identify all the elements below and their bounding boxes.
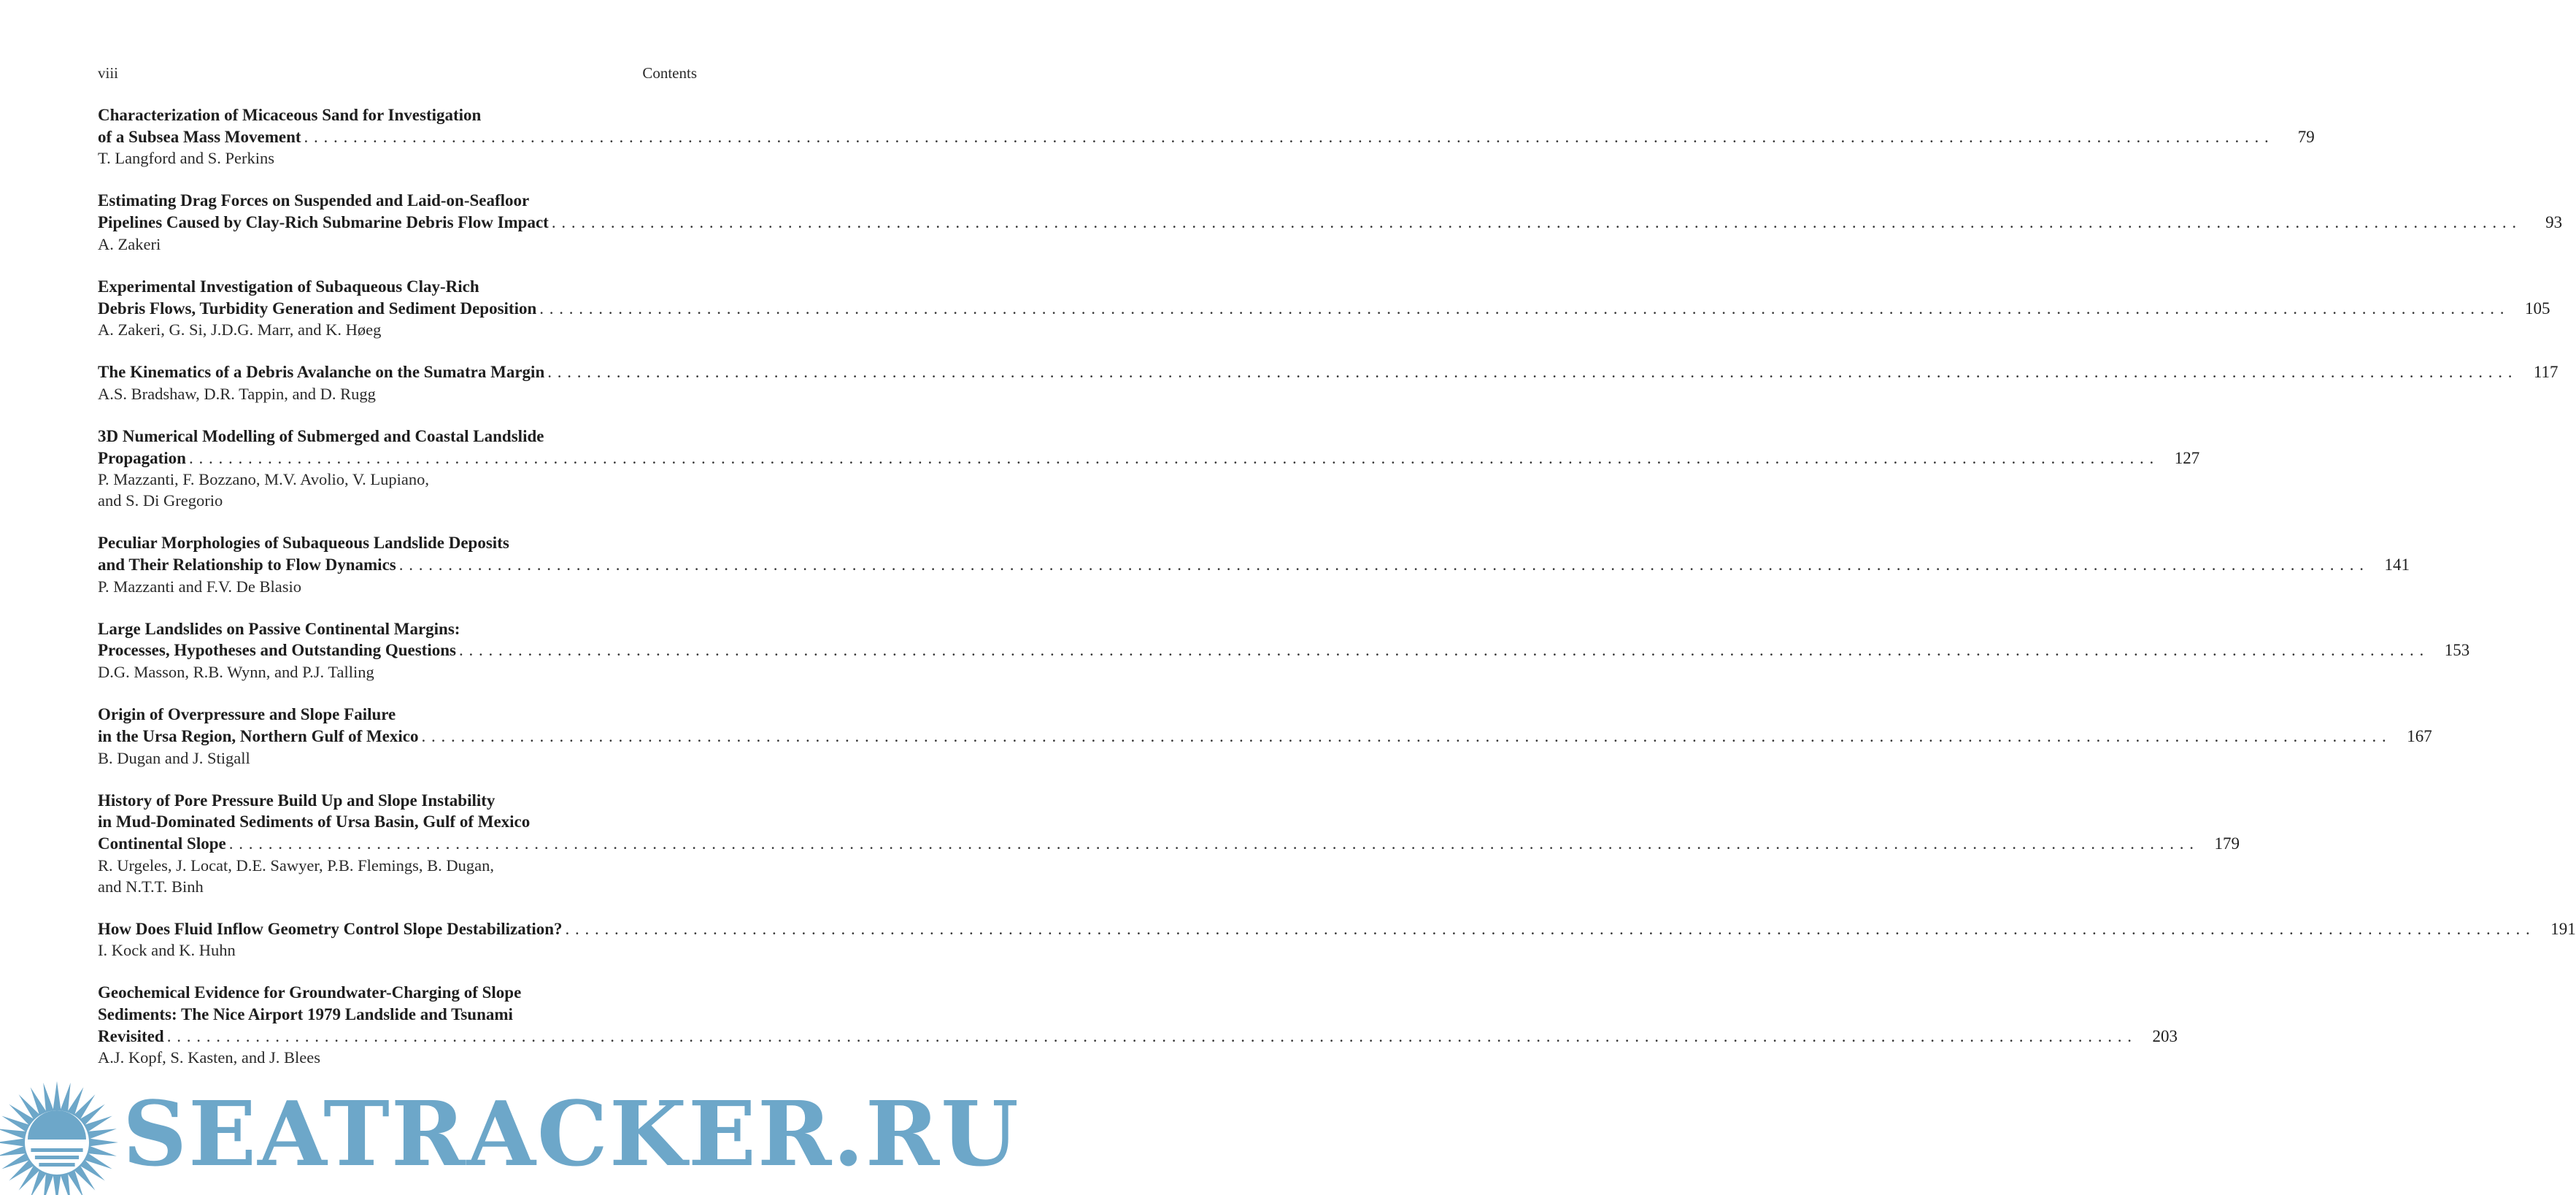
entry-title-text: How Does Fluid Inflow Geometry Control Slope Destabilization? [98,919,563,938]
toc-entry[interactable] [98,276,2550,340]
entry-title-text: and Their Relationship to Flow Dynamics [98,556,396,575]
entry-title-last-line [98,126,2315,148]
entry-page-number: 127 [2174,448,2200,467]
entry-title-last-line [98,212,2563,234]
entry-authors: A.J. Kopf, S. Kasten, and J. Blees [98,1048,320,1067]
entry-title-last-line [98,554,2410,576]
entry-authors: T. Langford and S. Perkins [98,149,275,168]
entry-page-number: 117 [2533,363,2558,382]
dot-leader: . . . . . . . . . . . . . . . . . . . . . . . . . . . . . . . . . . . . . . . . . . . . . . . . . . . . . . . . . . . . . . . . . . . . . . . . . . . . . . . . . . . . . . . . . . . . . . . . . . . . . . . . . . . . . . . . . . . . . . . . . . . . . . . . . . . . . . . . . . . . . . . . . . . . . . . . . . . . . . . . . . . . . . . . . . . . . . . . . . . . . . . . . . . . . . . . . . . . . . . . [458,641,2425,660]
entry-title-last-line [98,361,2558,383]
entry-title-last-line [98,1026,2178,1048]
entry-page-number: 141 [2384,556,2410,575]
entry-title-last-line [98,639,2470,661]
entry-page-number: 105 [2525,299,2550,318]
section-title: Contents [642,64,697,82]
entry-title-line: Geochemical Evidence for Groundwater-Charging of Slope [98,983,522,1002]
entry-title-text: Propagation [98,448,186,467]
toc-entry[interactable] [98,190,2563,254]
entry-page-number: 179 [2214,834,2240,853]
toc-entry[interactable] [98,104,2315,169]
entry-title-last-line [98,298,2550,320]
dot-leader: . . . . . . . . . . . . . . . . . . . . . . . . . . . . . . . . . . . . . . . . . . . . . . . . . . . . . . . . . . . . . . . . . . . . . . . . . . . . . . . . . . . . . . . . . . . . . . . . . . . . . . . . . . . . . . . . . . . . . . . . . . . . . . . . . . . . . . . . . . . . . . . . . . . . . . . . . . . . . . . . . . . . . . . . . . . . . . . . . . . . . . . . . . . . . . . . . . . . . . . . [539,299,2505,318]
entry-title-text: Processes, Hypotheses and Outstanding Questions [98,641,456,660]
entry-page-number: 79 [2297,127,2315,146]
entry-title-last-line [98,726,2432,748]
entry-authors: P. Mazzanti, F. Bozzano, M.V. Avolio, V. Lupiano, [98,470,430,489]
entry-title-text: The Kinematics of a Debris Avalanche on the Sumatra Margin [98,363,545,382]
toc-entry[interactable] [98,982,2178,1068]
toc-entry[interactable] [98,618,2470,683]
entry-title-line: 3D Numerical Modelling of Submerged and Coastal Landslide [98,426,544,445]
dot-leader: . . . . . . . . . . . . . . . . . . . . . . . . . . . . . . . . . . . . . . . . . . . . . . . . . . . . . . . . . . . . . . . . . . . . . . . . . . . . . . . . . . . . . . . . . . . . . . . . . . . . . . . . . . . . . . . . . . . . . . . . . . . . . . . . . . . . . . . . . . . . . . . . . . . . . . . . . . . . . . . . . . . . . . . . . . . . . . . . . . . . . . . . . . . . . . . . . . . . . . . . [551,213,2518,232]
entry-title-text: Pipelines Caused by Clay-Rich Submarine Debris Flow Impact [98,213,549,232]
running-head [98,64,697,82]
toc-entry[interactable] [98,361,2558,404]
entry-title-text: Continental Slope [98,834,226,853]
dot-leader: . . . . . . . . . . . . . . . . . . . . . . . . . . . . . . . . . . . . . . . . . . . . . . . . . . . . . . . . . . . . . . . . . . . . . . . . . . . . . . . . . . . . . . . . . . . . . . . . . . . . . . . . . . . . . . . . . . . . . . . . . . . . . . . . . . . . . . . . . . . . . . . . . . . . . . . . . . . . . . . . . . . . . . . . . . . . . . . . . . . . . . . . . . . . . . . . . . . . . . . . [188,448,2155,467]
entry-title-line: Experimental Investigation of Subaqueous Clay-Rich [98,277,479,296]
entry-authors: A. Zakeri [98,234,161,253]
toc-entry[interactable] [98,790,2240,897]
dot-leader: . . . . . . . . . . . . . . . . . . . . . . . . . . . . . . . . . . . . . . . . . . . . . . . . . . . . . . . . . . . . . . . . . . . . . . . . . . . . . . . . . . . . . . . . . . . . . . . . . . . . . . . . . . . . . . . . . . . . . . . . . . . . . . . . . . . . . . . . . . . . . . . . . . . . . . . . . . . . . . . . . . . . . . . . . . . . . . . . . . . . . . . . . . . . . . . . . . . . . . . . [565,919,2531,938]
dot-leader: . . . . . . . . . . . . . . . . . . . . . . . . . . . . . . . . . . . . . . . . . . . . . . . . . . . . . . . . . . . . . . . . . . . . . . . . . . . . . . . . . . . . . . . . . . . . . . . . . . . . . . . . . . . . . . . . . . . . . . . . . . . . . . . . . . . . . . . . . . . . . . . . . . . . . . . . . . . . . . . . . . . . . . . . . . . . . . . . . . . . . . . . . . . . . . . . . . . . . . . . [547,363,2513,382]
entry-title-line: Estimating Drag Forces on Suspended and Laid-on-Seafloor [98,191,530,210]
entry-title-text: Debris Flows, Turbidity Generation and Sediment Deposition [98,299,537,318]
entry-authors: R. Urgeles, J. Locat, D.E. Sawyer, P.B. Flemings, B. Dugan, [98,856,495,875]
entry-authors: I. Kock and K. Huhn [98,941,236,960]
entry-title-last-line [98,918,2576,940]
toc-entry[interactable] [98,426,2200,511]
page-number: viii [98,64,119,82]
entry-authors: A.S. Bradshaw, D.R. Tappin, and D. Rugg [98,384,376,403]
entry-page-number: 153 [2444,641,2470,660]
watermark-text: SEATRACKER.RU [123,1081,1020,1186]
entry-authors: and N.T.T. Binh [98,877,204,896]
entry-authors: P. Mazzanti and F.V. De Blasio [98,577,302,596]
dot-leader: . . . . . . . . . . . . . . . . . . . . . . . . . . . . . . . . . . . . . . . . . . . . . . . . . . . . . . . . . . . . . . . . . . . . . . . . . . . . . . . . . . . . . . . . . . . . . . . . . . . . . . . . . . . . . . . . . . . . . . . . . . . . . . . . . . . . . . . . . . . . . . . . . . . . . . . . . . . . . . . . . . . . . . . . . . . . . . . . . . . . . . . . . . . . . . . . . . . . . . . . [166,1026,2132,1045]
toc-entry[interactable] [98,704,2432,768]
dot-leader: . . . . . . . . . . . . . . . . . . . . . . . . . . . . . . . . . . . . . . . . . . . . . . . . . . . . . . . . . . . . . . . . . . . . . . . . . . . . . . . . . . . . . . . . . . . . . . . . . . . . . . . . . . . . . . . . . . . . . . . . . . . . . . . . . . . . . . . . . . . . . . . . . . . . . . . . . . . . . . . . . . . . . . . . . . . . . . . . . . . . . . . . . . . . . . . . . . . . . . . . [228,834,2194,853]
entry-page-number: 93 [2545,213,2563,232]
entry-authors: and S. Di Gregorio [98,491,223,510]
entry-authors: D.G. Masson, R.B. Wynn, and P.J. Talling [98,663,374,682]
entry-title-line: in Mud-Dominated Sediments of Ursa Basin, Gulf of Mexico [98,812,531,831]
dot-leader: . . . . . . . . . . . . . . . . . . . . . . . . . . . . . . . . . . . . . . . . . . . . . . . . . . . . . . . . . . . . . . . . . . . . . . . . . . . . . . . . . . . . . . . . . . . . . . . . . . . . . . . . . . . . . . . . . . . . . . . . . . . . . . . . . . . . . . . . . . . . . . . . . . . . . . . . . . . . . . . . . . . . . . . . . . . . . . . . . . . . . . . . . . . . . . . . . . . . . . . . [304,127,2270,146]
entry-page-number: 167 [2407,726,2432,745]
entry-title-text: in the Ursa Region, Northern Gulf of Mexico [98,726,419,745]
entry-page-number: 203 [2152,1026,2178,1045]
table-of-contents [98,104,2576,1089]
entry-page-number: 191 [2550,919,2576,938]
entry-title-text: of a Subsea Mass Movement [98,127,301,146]
entry-title-line: Large Landslides on Passive Continental Margins: [98,619,460,638]
entry-title-last-line [98,833,2240,855]
entry-title-last-line [98,447,2200,469]
entry-title-line: Characterization of Micaceous Sand for Investigation [98,106,482,124]
entry-title-line: Peculiar Morphologies of Subaqueous Landslide Deposits [98,534,509,553]
entry-authors: B. Dugan and J. Stigall [98,748,250,767]
toc-entry[interactable] [98,532,2410,596]
dot-leader: . . . . . . . . . . . . . . . . . . . . . . . . . . . . . . . . . . . . . . . . . . . . . . . . . . . . . . . . . . . . . . . . . . . . . . . . . . . . . . . . . . . . . . . . . . . . . . . . . . . . . . . . . . . . . . . . . . . . . . . . . . . . . . . . . . . . . . . . . . . . . . . . . . . . . . . . . . . . . . . . . . . . . . . . . . . . . . . . . . . . . . . . . . . . . . . . . . . . . . . . [421,726,2387,745]
entry-title-line: Origin of Overpressure and Slope Failure [98,705,396,724]
entry-authors: A. Zakeri, G. Si, J.D.G. Marr, and K. Høeg [98,320,382,339]
entry-title-line: History of Pore Pressure Build Up and Slope Instability [98,791,495,810]
entry-title-line: Sediments: The Nice Airport 1979 Landslide and Tsunami [98,1005,513,1024]
toc-entry[interactable] [98,918,2576,961]
dot-leader: . . . . . . . . . . . . . . . . . . . . . . . . . . . . . . . . . . . . . . . . . . . . . . . . . . . . . . . . . . . . . . . . . . . . . . . . . . . . . . . . . . . . . . . . . . . . . . . . . . . . . . . . . . . . . . . . . . . . . . . . . . . . . . . . . . . . . . . . . . . . . . . . . . . . . . . . . . . . . . . . . . . . . . . . . . . . . . . . . . . . . . . . . . . . . . . . . . . . . . . . [398,556,2364,575]
entry-title-text: Revisited [98,1026,164,1045]
